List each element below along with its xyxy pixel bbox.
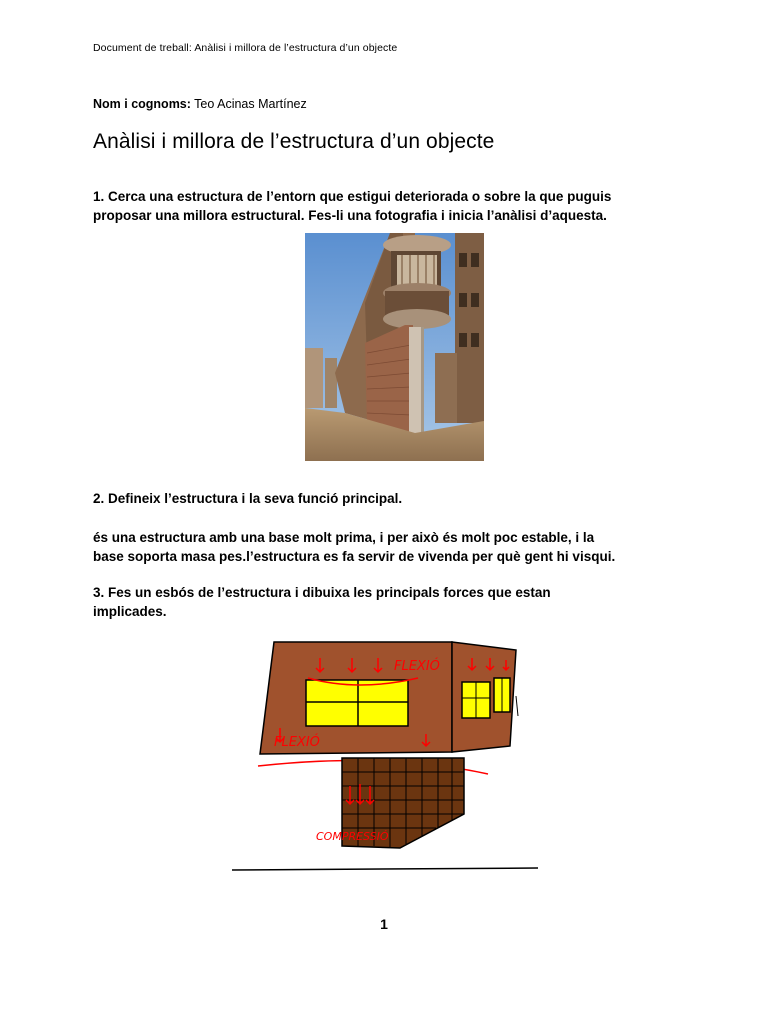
sketch-label-flexio-left: FLEXIÓ [274, 735, 320, 750]
sketch-label-compressio: COMPRESSIÓ [316, 830, 389, 843]
answer-2-line-1: és una estructura amb una base molt prima, i per això és molt poc estable, i la [93, 530, 595, 545]
answer-2-line-2: base soporta masa pes.l’estructura es fa servir de vivenda per què gent hi visqui. [93, 549, 616, 564]
sketch-window-front [306, 680, 408, 726]
question-3-line-2: implicades. [93, 604, 167, 619]
document-title: Anàlisi i millora de l’estructura d’un objecte [93, 130, 495, 153]
question-2-line-1: 2. Defineix l’estructura i la seva funció principal. [93, 491, 403, 506]
student-name: Teo Acinas Martínez [194, 97, 307, 111]
force-arrows-base [346, 784, 374, 804]
running-header: Document de treball: Anàlisi i millora de l’estructura d’un objecte [93, 42, 398, 54]
sketch-ground-line [232, 868, 538, 870]
answer-2 [93, 528, 683, 566]
question-1 [93, 187, 683, 225]
sketch-label-flexio-top: FLEXIÓ [394, 659, 440, 674]
question-3-line-1: 3. Fes un esbós de l’estructura i dibuixa les principals forces que estan [93, 585, 551, 600]
building-photo [305, 233, 484, 461]
page-number: 1 [380, 916, 388, 932]
question-3 [93, 583, 683, 621]
student-name-line [93, 97, 307, 111]
question-1-line-1: 1. Cerca una estructura de l’entorn que estigui deteriorada o sobre la que puguis [93, 189, 612, 204]
structure-sketch [228, 636, 546, 876]
student-name-label: Nom i cognoms: [93, 97, 191, 111]
question-1-line-2: proposar una millora estructural. Fes-li una fotografia i inicia l’anàlisi d’aquesta. [93, 208, 607, 223]
question-2 [93, 489, 683, 508]
